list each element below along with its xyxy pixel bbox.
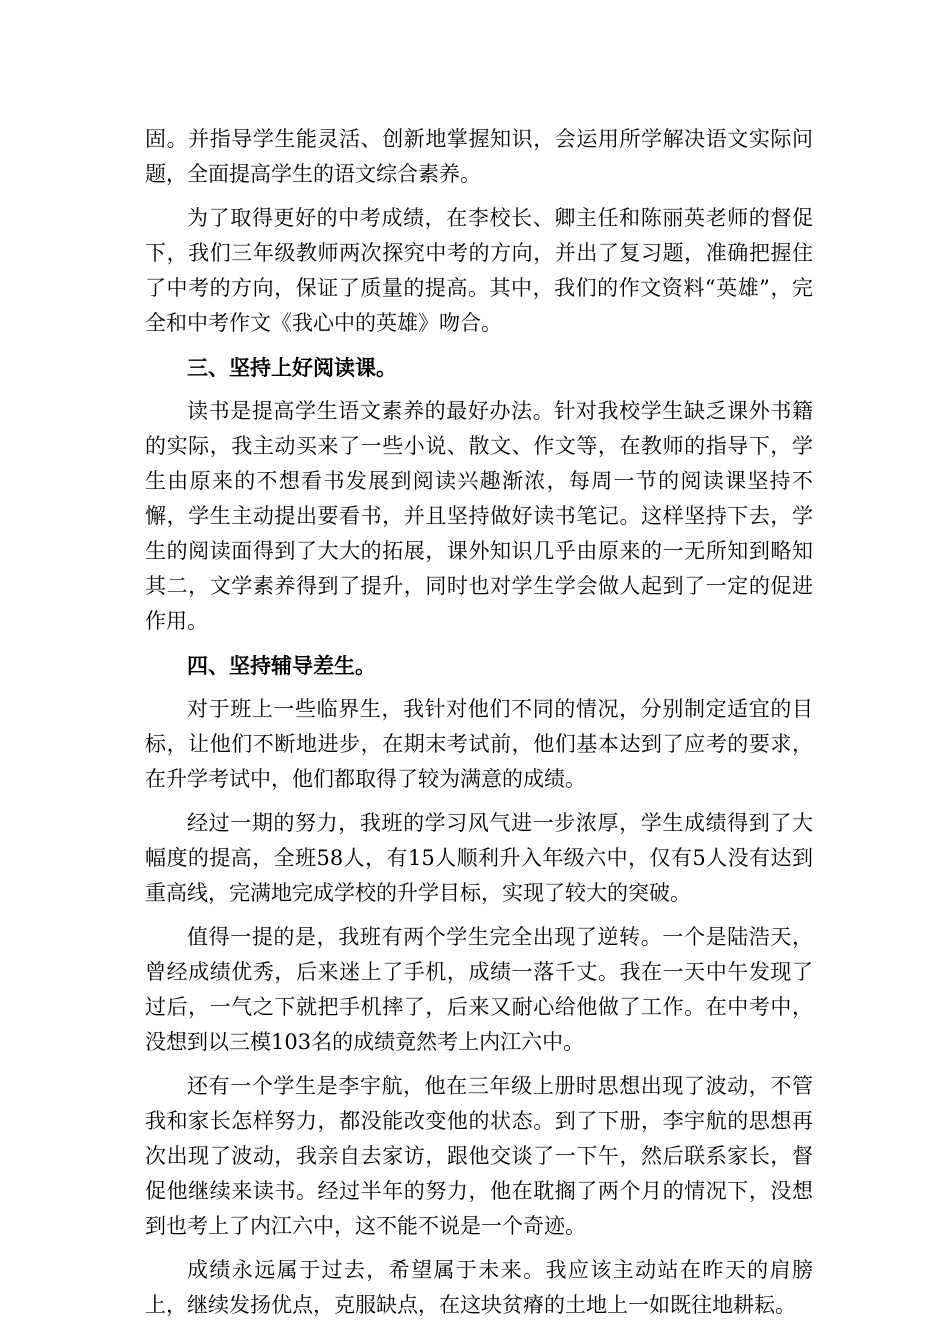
paragraph-results: 经过一期的努力，我班的学习风气进一步浓厚，学生成绩得到了大幅度的提高，全班58人，有15人顺利升入年级六中，仅有5人没有达到重高线，完满地完成学校的升学目标，实现了较大的突破。 [145, 811, 813, 905]
document-page [145, 122, 813, 1332]
paragraph-conclusion: 成绩永远属于过去，希望属于未来。我应该主动站在昨天的肩膀上，继续发扬优点，克服缺点，在这块贫瘠的土地上一如既往地耕耘。 [145, 1258, 813, 1317]
paragraph-student-lu: 值得一提的是，我班有两个学生完全出现了逆转。一个是陆浩天，曾经成绩优秀，后来迷上了手机，成绩一落千丈。我在一天中午发现了过后，一气之下就把手机摔了，后来又耐心给他做了工作。在中考中，没想到以三模103名的成绩竟然考上内江六中。 [145, 925, 813, 1054]
paragraph-exam-preparation: 为了取得更好的中考成绩，在李校长、卿主任和陈丽英老师的督促下，我们三年级教师两次探究中考的方向，并出了复习题，准确把握住了中考的方向，保证了质量的提高。其中，我们的作文资料“英雄”，完全和中考作文《我心中的英雄》吻合。 [145, 206, 813, 335]
section-heading-reading: 三、坚持上好阅读课。 [187, 355, 397, 380]
paragraph-tutoring: 对于班上一些临界生，我针对他们不同的情况，分别制定适宜的目标，让他们不断地进步，在期末考试前，他们基本达到了应考的要求，在升学考试中，他们都取得了较为满意的成绩。 [145, 697, 813, 791]
section-heading-tutoring: 四、坚持辅导差生。 [187, 653, 376, 678]
paragraph-student-li: 还有一个学生是李宇航，他在三年级上册时思想出现了波动，不管我和家长怎样努力，都没能改变他的状态。到了下册，李宇航的思想再次出现了波动，我亲自去家访，跟他交谈了一下午，然后联系家长，督促他继续来读书。经过半年的努力，他在耽搁了两个月的情况下，没想到也考上了内江六中，这不能不说是一个奇迹。 [145, 1074, 813, 1238]
paragraph-continuation: 固。并指导学生能灵活、创新地掌握知识，会运用所学解决语文实际问题，全面提高学生的语文综合素养。 [145, 127, 813, 186]
paragraph-reading: 读书是提高学生语文素养的最好办法。针对我校学生缺乏课外书籍的实际，我主动买来了一些小说、散文、作文等，在教师的指导下，学生由原来的不想看书发展到阅读兴趣渐浓，每周一节的阅读课坚持不懈，学生主动提出要看书，并且坚持做好读书笔记。这样坚持下去，学生的阅读面得到了大大的拓展，课外知识几乎由原来的一无所知到略知其二，文学素养得到了提升，同时也对学生学会做人起到了一定的促进作用。 [145, 399, 813, 633]
